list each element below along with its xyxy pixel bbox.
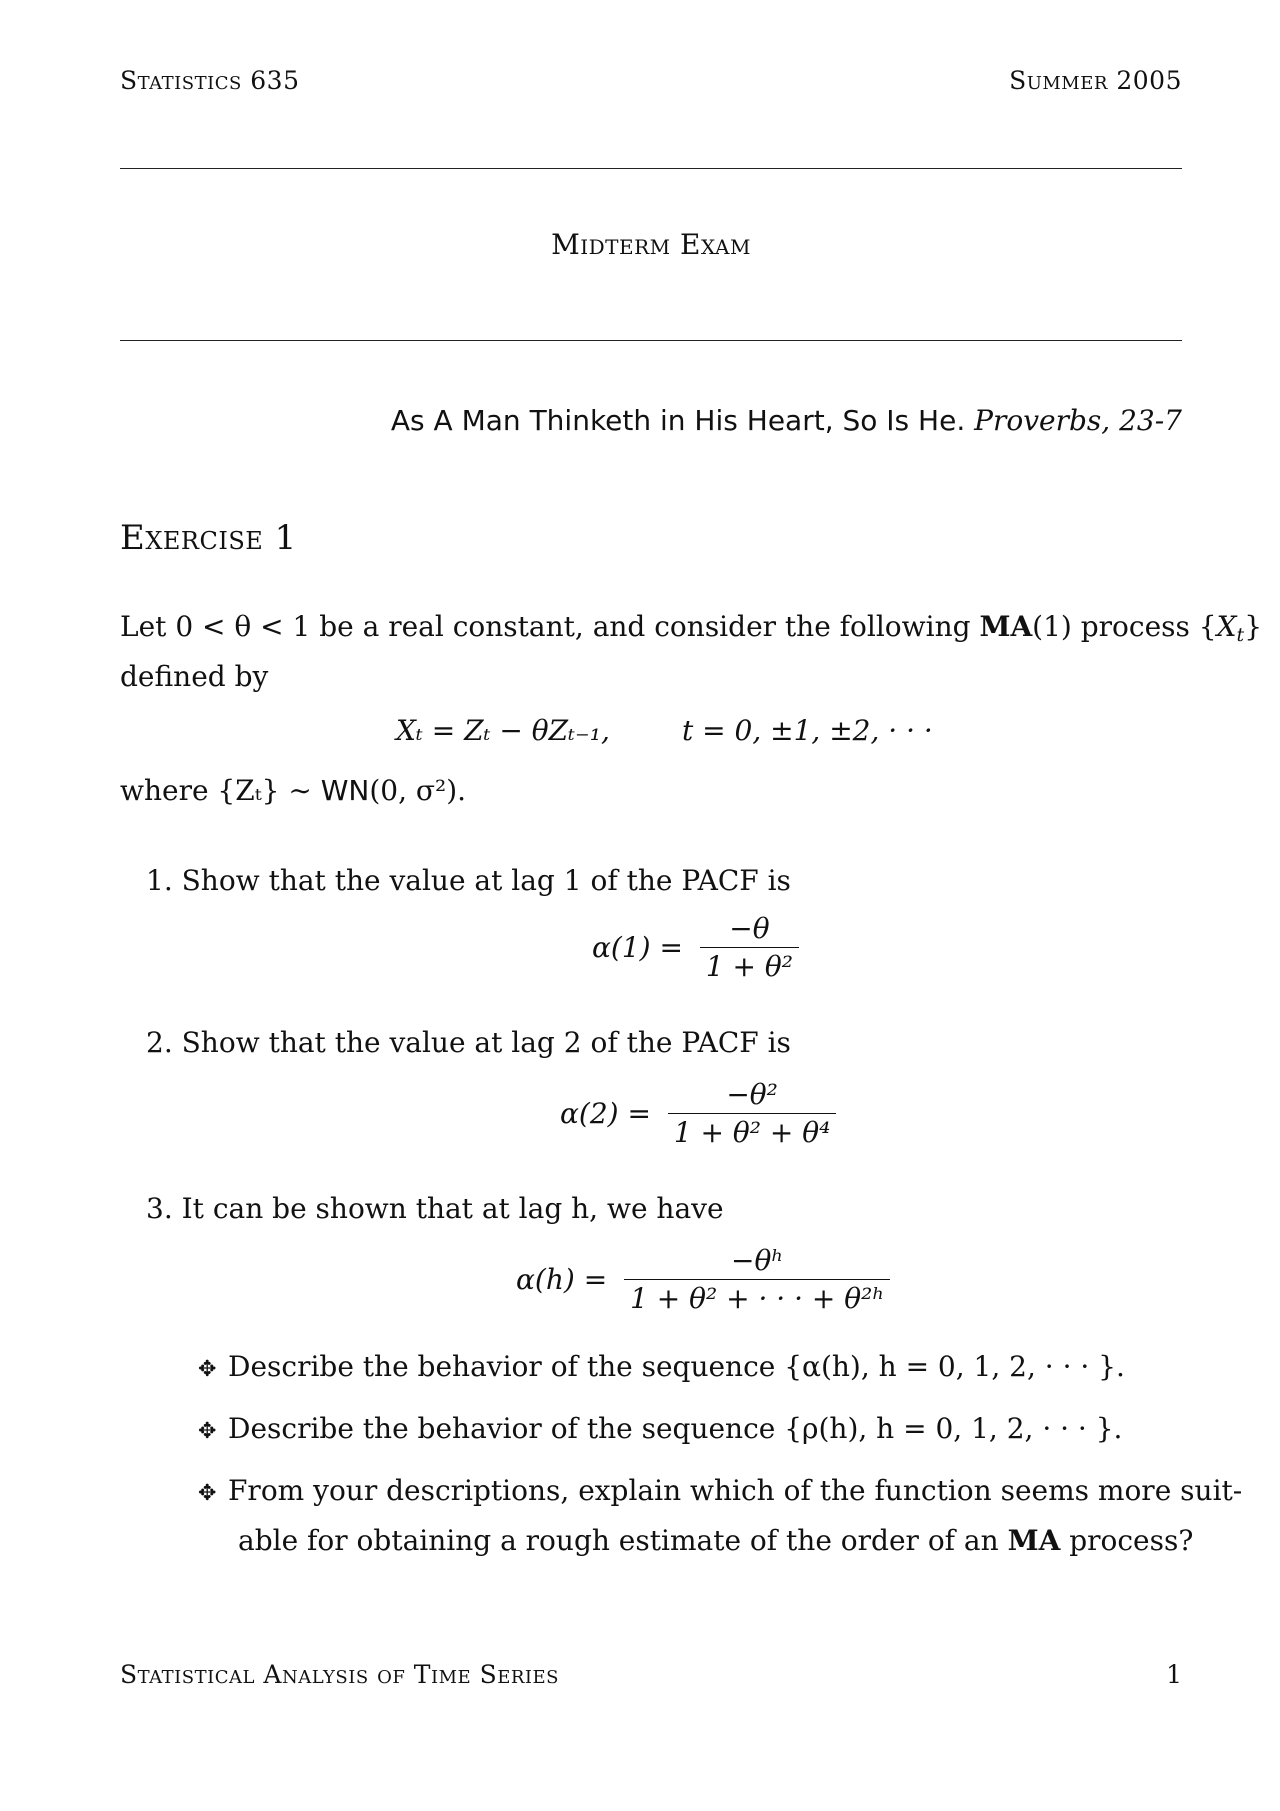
wn-params: (0, σ²). (369, 774, 467, 807)
epigraph-quote: As A Man Thinketh in His Heart, So Is He. (390, 404, 966, 437)
fraction (668, 1078, 837, 1149)
formula-lhs: α(h) = (516, 1263, 608, 1296)
epigraph (391, 404, 1182, 437)
bullet-3 (198, 1466, 1242, 1519)
clover-bullet-icon: ✥ (198, 1419, 217, 1444)
bullet-text-end: process? (1069, 1524, 1194, 1557)
intro-line-2: defined by (120, 660, 269, 693)
numerator: −θʰ (731, 1244, 784, 1277)
bullet-text: able for obtaining a rough estimate of the order of an (238, 1524, 999, 1557)
bullet-3-continuation (238, 1516, 1193, 1566)
second-rule (120, 340, 1182, 341)
fraction (624, 1244, 890, 1315)
numerator: −θ (729, 912, 770, 945)
exam-title: Midterm Exam (551, 228, 751, 261)
formula-lhs: α(2) = (560, 1097, 651, 1130)
bullet-2 (198, 1404, 1122, 1457)
bullet-text: From your descriptions, explain which of the function seems more suit- (228, 1474, 1243, 1507)
wn-label: WN (320, 774, 370, 807)
formula-2 (560, 1078, 836, 1149)
item-text: Show that the value at lag 2 of the PACF is (181, 1026, 791, 1059)
where-text: where {Zₜ} ∼ (120, 774, 312, 807)
top-rule (120, 168, 1182, 169)
intro-text: Let 0 < θ < 1 be a real constant, and consider the following (120, 610, 971, 643)
header-term: Summer 2005 (1009, 66, 1182, 95)
footer-title: Statistical Analysis of Time Series (120, 1660, 559, 1689)
ma-equation: Xₜ = Zₜ − θZₜ₋₁, (396, 714, 610, 747)
bullet-1 (198, 1342, 1125, 1395)
where-line (120, 766, 466, 816)
x-symbol: X (1216, 610, 1237, 643)
ma-label: MA (979, 610, 1033, 643)
page-number: 1 (1166, 1660, 1182, 1689)
item-text: Show that the value at lag 1 of the PACF is (181, 864, 791, 897)
item-text: It can be shown that at lag h, we have (181, 1192, 724, 1225)
item-number: 3. (146, 1192, 173, 1225)
epigraph-source: Proverbs, 23-7 (974, 404, 1182, 437)
intro-process: (1) process { (1032, 610, 1217, 643)
fraction (700, 912, 799, 983)
denominator: 1 + θ² (700, 947, 799, 983)
denominator: 1 + θ² + · · · + θ²ʰ (624, 1279, 890, 1315)
bullet-text: Describe the behavior of the sequence {ρ(h), h = 0, 1, 2, · · · }. (228, 1412, 1123, 1445)
item-number: 1. (146, 864, 173, 897)
time-range: t = 0, ±1, ±2, · · · (682, 714, 933, 747)
item-1 (146, 856, 791, 906)
formula-1 (592, 912, 799, 983)
bullet-text: Describe the behavior of the sequence {α(h), h = 0, 1, 2, · · · }. (228, 1350, 1125, 1383)
item-3 (146, 1184, 724, 1234)
intro-line-1: Let 0 < θ < 1 be a real constant, and consider the following MA(1) process {Xt} (120, 610, 1263, 646)
intro-close: } (1244, 610, 1263, 643)
header-course: Statistics 635 (120, 66, 300, 95)
formula-3 (516, 1244, 890, 1315)
section-title: Exercise 1 (120, 518, 297, 558)
clover-bullet-icon: ✥ (198, 1481, 217, 1506)
item-number: 2. (146, 1026, 173, 1059)
formula-lhs: α(1) = (592, 931, 683, 964)
numerator: −θ² (726, 1078, 778, 1111)
denominator: 1 + θ² + θ⁴ (668, 1113, 837, 1149)
ma-label: MA (1007, 1524, 1061, 1557)
item-2 (146, 1018, 791, 1068)
clover-bullet-icon: ✥ (198, 1357, 217, 1382)
